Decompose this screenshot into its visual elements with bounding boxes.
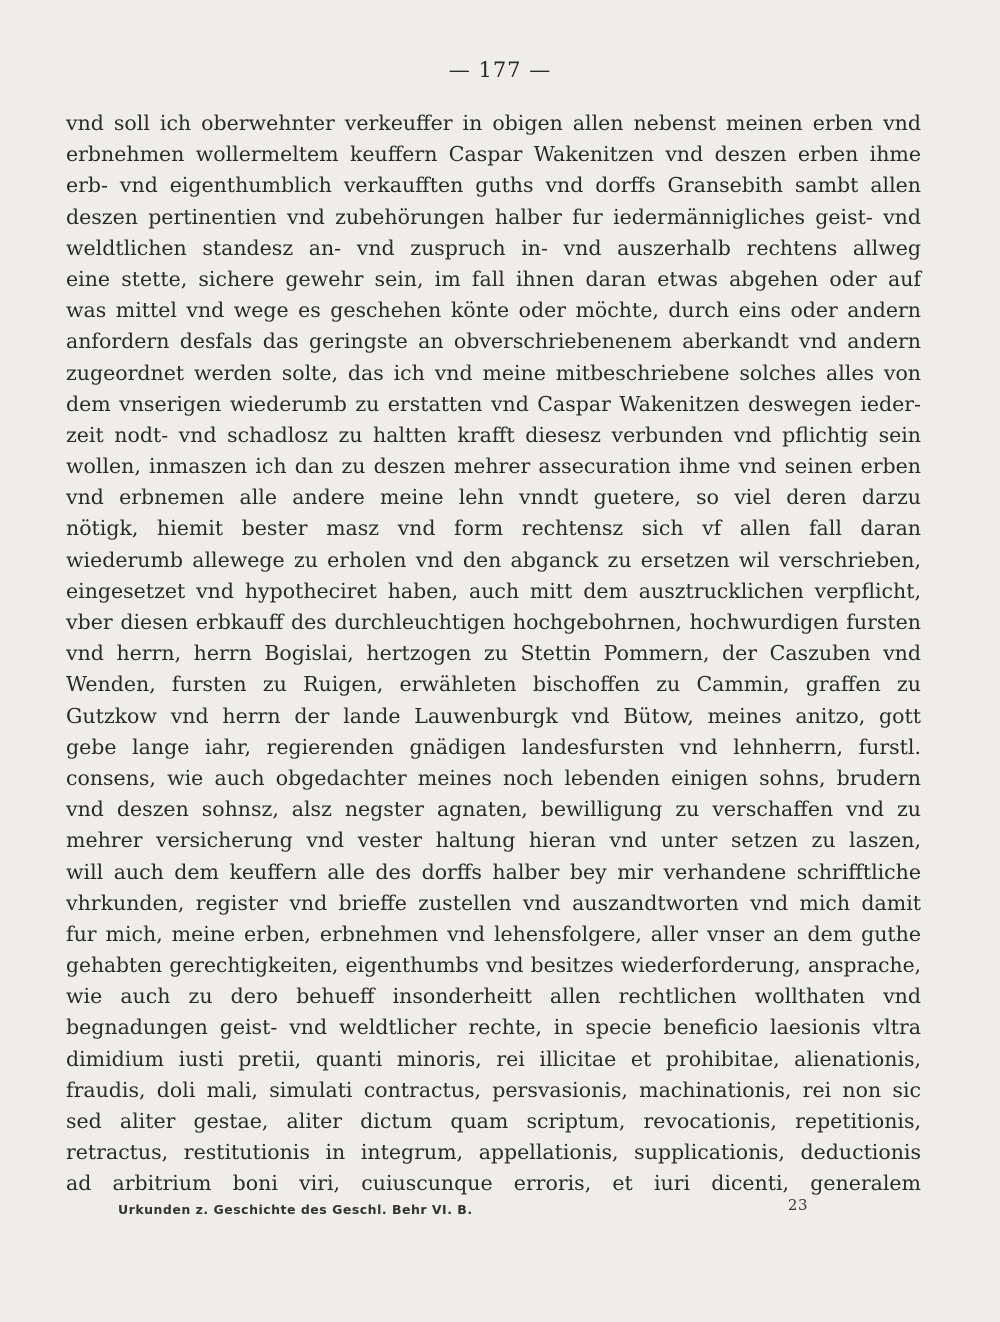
text-line: eingesetzet vnd hypotheciret haben, auch mitt dem ausztrucklichen verpflicht, bbox=[66, 578, 921, 603]
text-line: nötigk, hiemit bester masz vnd form rechtensz sich vf allen fall daran bbox=[66, 516, 921, 541]
footer bbox=[118, 1196, 808, 1217]
text-line: vhrkunden, register vnd brieffe zustellen vnd auszandtworten vnd mich damit bbox=[66, 890, 921, 915]
text-line: gehabten gerechtigkeiten, eigenthumbs vnd besitzes wiederforderung, ansprache, bbox=[66, 953, 921, 978]
text-line: fraudis, doli mali, simulati contractus, persvasionis, machinationis, rei non sic bbox=[66, 1077, 921, 1102]
text-line: vnd erbnemen alle andere meine lehn vnndt guetere, so viel deren darzu bbox=[66, 485, 921, 510]
text-line: wie auch zu dero behueff insonderheitt allen rechtlichen wollthaten vnd bbox=[66, 984, 921, 1009]
signature-mark: 23 bbox=[787, 1196, 808, 1214]
text-line: vber diesen erbkauff des durchleuchtigen hochgebohrnen, hochwurdigen fursten bbox=[66, 610, 921, 634]
text-line: consens, wie auch obgedachter meines noch lebenden einigen sohns, brudern bbox=[66, 765, 921, 790]
text-line: mehrer versicherung vnd vester haltung hieran vnd unter setzen zu laszen, bbox=[66, 828, 921, 853]
text-line: Wenden, fursten zu Ruigen, erwähleten bischoffen zu Cammin, graffen zu bbox=[66, 672, 921, 697]
page-number: — 177 — bbox=[448, 58, 552, 82]
text-line: Gutzkow vnd herrn der lande Lauwenburgk vnd Bütow, meines anitzo, gott bbox=[66, 703, 921, 728]
text-line: will auch dem keuffern alle des dorffs halber bey mir verhandene schrifftliche bbox=[66, 859, 921, 884]
text-line: ad arbitrium boni viri, cuiuscunque erroris, et iuri dicenti, generalem bbox=[66, 1171, 921, 1196]
text-line: weldtlichen standesz an- vnd zuspruch in- vnd auszerhalb rechtens allweg bbox=[66, 235, 921, 260]
text-line: vnd deszen sohnsz, alsz negster agnaten, bewilligung zu verschaffen vnd zu bbox=[66, 797, 921, 822]
text-line: deszen pertinentien vnd zubehörungen halber fur iedermännigliches geist- vnd bbox=[66, 204, 921, 229]
text-line: zeit nodt- vnd schadlosz zu haltten krafft diesesz verbunden vnd pflichtig sein bbox=[66, 422, 921, 447]
text-line: sed aliter gestae, aliter dictum quam scriptum, revocationis, repetitionis, bbox=[66, 1109, 921, 1133]
footer-source: Urkunden z. Geschichte des Geschl. Behr VI. B. bbox=[118, 1202, 473, 1217]
text-line: vnd herrn, herrn Bogislai, hertzogen zu Stettin Pommern, der Caszuben vnd bbox=[66, 641, 921, 666]
text-line: gebe lange iahr, regierenden gnädigen landesfursten vnd lehnherrn, furstl. bbox=[66, 734, 921, 759]
body-text bbox=[66, 108, 921, 1200]
text-line: dem vnserigen wiederumb zu erstatten vnd Caspar Wakenitzen deswegen ieder- bbox=[66, 391, 921, 416]
text-line: retractus, restitutionis in integrum, appellationis, supplicationis, deductionis bbox=[66, 1140, 921, 1165]
text-line: wiederumb allewege zu erholen vnd den abganck zu ersetzen wil verschrieben, bbox=[66, 547, 921, 572]
text-line: was mittel vnd wege es geschehen könte oder möchte, durch eins oder andern bbox=[66, 298, 921, 323]
text-line: zugeordnet werden solte, das ich vnd meine mitbeschriebene solches alles von bbox=[66, 360, 921, 385]
text-line: wollen, inmaszen ich dan zu deszen mehrer assecuration ihme vnd seinen erben bbox=[66, 454, 921, 479]
text-line: begnadungen geist- vnd weldtlicher rechte, in specie beneficio laesionis vltra bbox=[66, 1015, 921, 1040]
text-line: vnd soll ich oberwehnter verkeuffer in obigen allen nebenst meinen erben vnd bbox=[66, 111, 921, 135]
text-line: anfordern desfals das geringste an obverschriebenenem aberkandt vnd andern bbox=[66, 329, 921, 354]
text-line: dimidium iusti pretii, quanti minoris, rei illicitae et prohibitae, alienationis, bbox=[66, 1046, 921, 1071]
text-line: eine stette, sichere gewehr sein, im fall ihnen daran etwas abgehen oder auf bbox=[66, 266, 921, 291]
text-line: fur mich, meine erben, erbnehmen vnd lehensfolgere, aller vnser an dem guthe bbox=[66, 921, 921, 946]
text-line: erb- vnd eigenthumblich verkaufften guths vnd dorffs Gransebith sambt allen bbox=[66, 173, 921, 198]
text-line: erbnehmen wollermeltem keuffern Caspar Wakenitzen vnd deszen erben ihme bbox=[66, 142, 921, 167]
